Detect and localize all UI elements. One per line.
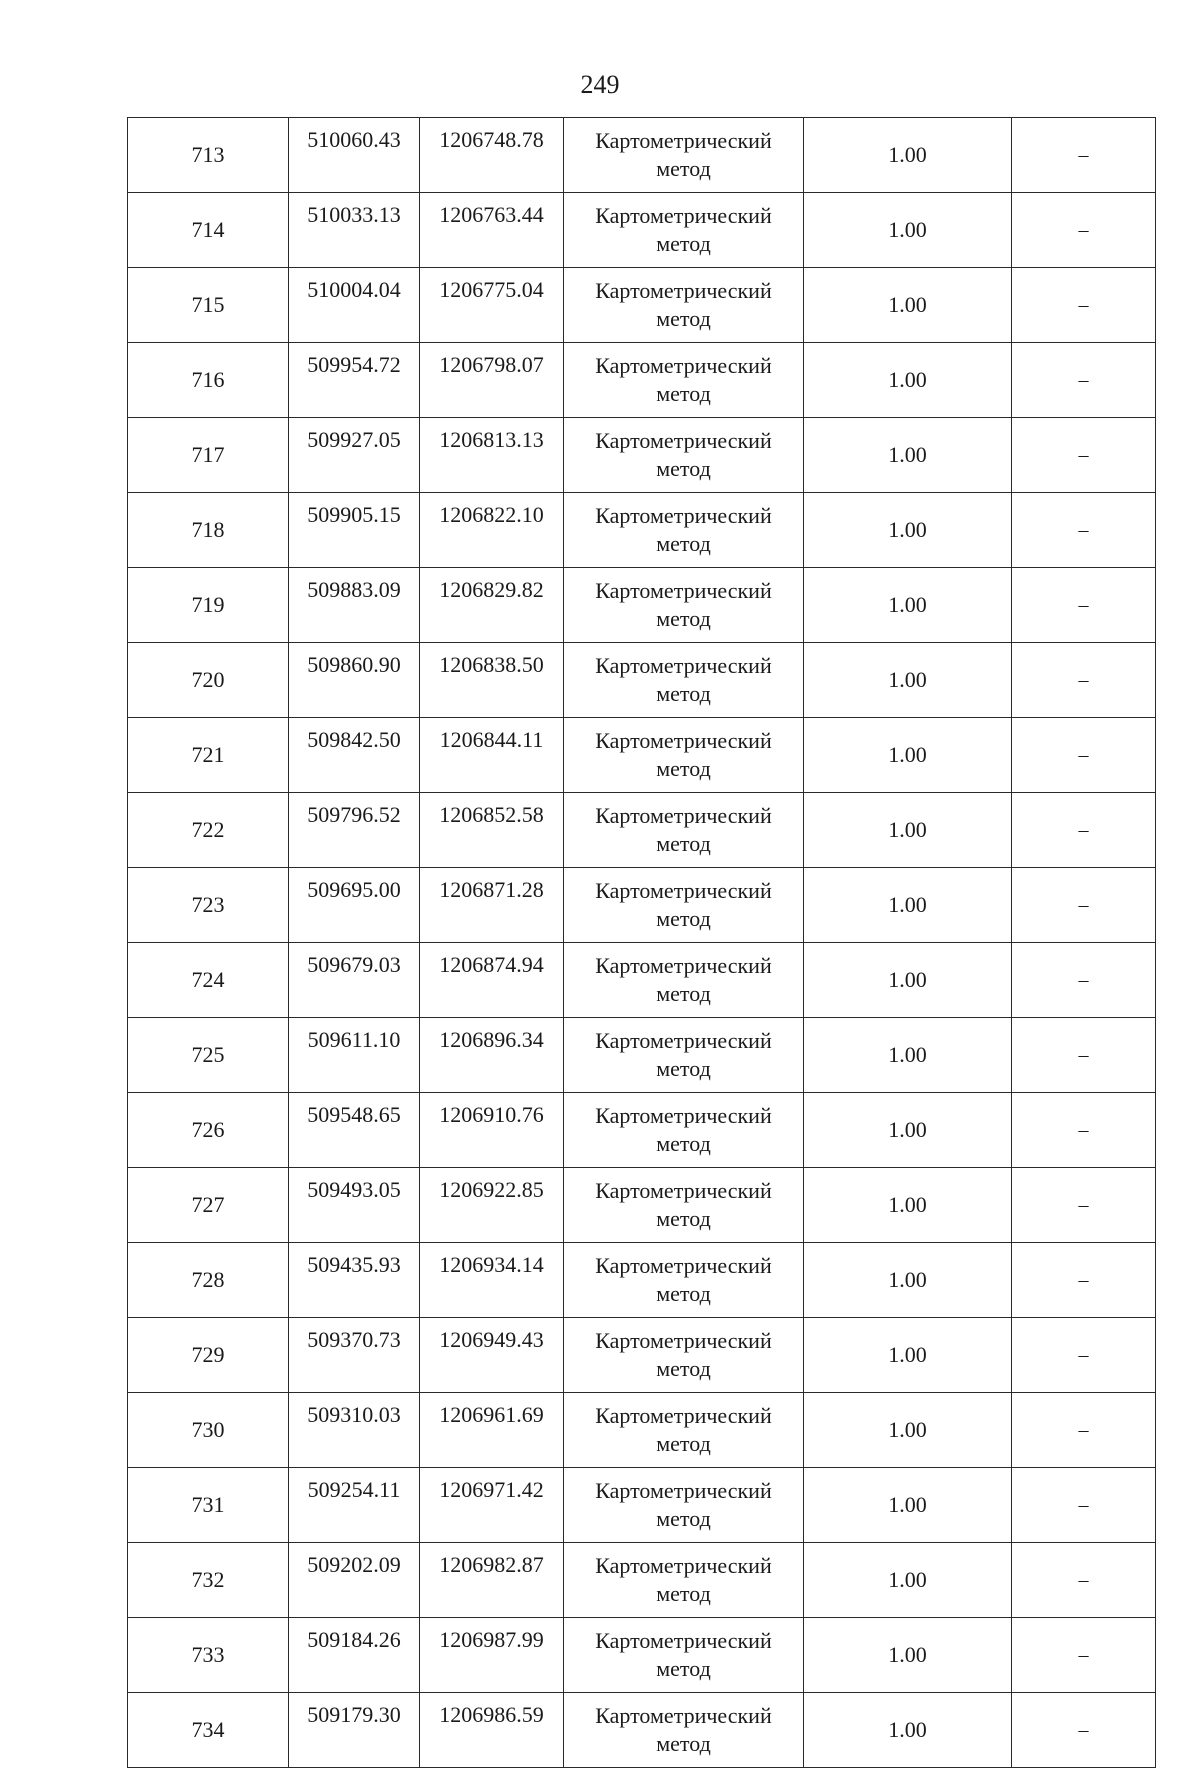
accuracy-cell: 1.00	[804, 1243, 1012, 1318]
x-coordinate-cell: 509679.03	[289, 943, 420, 1018]
method-cell	[564, 1093, 804, 1168]
note-cell: –	[1012, 1618, 1156, 1693]
method-line-1: Картометрический	[595, 653, 772, 678]
method-cell	[564, 1693, 804, 1768]
y-coordinate-cell: 1206982.87	[420, 1543, 564, 1618]
note-cell: –	[1012, 1543, 1156, 1618]
method-cell	[564, 568, 804, 643]
table-row	[128, 1018, 1156, 1093]
y-coordinate-cell: 1206896.34	[420, 1018, 564, 1093]
method-cell	[564, 943, 804, 1018]
y-coordinate-cell: 1206838.50	[420, 643, 564, 718]
x-coordinate-cell: 509370.73	[289, 1318, 420, 1393]
accuracy-cell: 1.00	[804, 643, 1012, 718]
x-coordinate-cell: 509435.93	[289, 1243, 420, 1318]
method-cell	[564, 1318, 804, 1393]
x-coordinate-cell: 510033.13	[289, 193, 420, 268]
point-number-cell: 718	[128, 493, 289, 568]
note-cell: –	[1012, 418, 1156, 493]
method-cell	[564, 793, 804, 868]
method-cell	[564, 1468, 804, 1543]
y-coordinate-cell: 1206961.69	[420, 1393, 564, 1468]
table-row	[128, 1693, 1156, 1768]
point-number-cell: 719	[128, 568, 289, 643]
x-coordinate-cell: 509184.26	[289, 1618, 420, 1693]
x-coordinate-cell: 510060.43	[289, 118, 420, 193]
method-line-2: метод	[656, 681, 711, 706]
method-cell	[564, 193, 804, 268]
note-cell: –	[1012, 943, 1156, 1018]
table-row	[128, 343, 1156, 418]
table-row	[128, 1543, 1156, 1618]
x-coordinate-cell: 509202.09	[289, 1543, 420, 1618]
accuracy-cell: 1.00	[804, 118, 1012, 193]
note-cell: –	[1012, 1243, 1156, 1318]
note-cell: –	[1012, 193, 1156, 268]
method-line-2: метод	[656, 456, 711, 481]
x-coordinate-cell: 509842.50	[289, 718, 420, 793]
method-line-1: Картометрический	[595, 1328, 772, 1353]
point-number-cell: 730	[128, 1393, 289, 1468]
method-line-1: Картометрический	[595, 278, 772, 303]
point-number-cell: 720	[128, 643, 289, 718]
table-row	[128, 568, 1156, 643]
table-row	[128, 193, 1156, 268]
y-coordinate-cell: 1206798.07	[420, 343, 564, 418]
point-number-cell: 716	[128, 343, 289, 418]
table-row	[128, 1393, 1156, 1468]
table-row	[128, 793, 1156, 868]
method-line-1: Картометрический	[595, 878, 772, 903]
method-line-1: Картометрический	[595, 428, 772, 453]
point-number-cell: 714	[128, 193, 289, 268]
note-cell: –	[1012, 568, 1156, 643]
table-row	[128, 643, 1156, 718]
y-coordinate-cell: 1206987.99	[420, 1618, 564, 1693]
method-line-2: метод	[656, 1506, 711, 1531]
note-cell: –	[1012, 268, 1156, 343]
method-line-1: Картометрический	[595, 503, 772, 528]
method-line-2: метод	[656, 606, 711, 631]
accuracy-cell: 1.00	[804, 868, 1012, 943]
point-number-cell: 724	[128, 943, 289, 1018]
note-cell: –	[1012, 1018, 1156, 1093]
note-cell: –	[1012, 793, 1156, 868]
point-number-cell: 729	[128, 1318, 289, 1393]
method-line-2: метод	[656, 831, 711, 856]
note-cell: –	[1012, 1093, 1156, 1168]
x-coordinate-cell: 509796.52	[289, 793, 420, 868]
method-line-1: Картометрический	[595, 1253, 772, 1278]
method-line-1: Картометрический	[595, 953, 772, 978]
note-cell: –	[1012, 118, 1156, 193]
table-row	[128, 943, 1156, 1018]
point-number-cell: 722	[128, 793, 289, 868]
accuracy-cell: 1.00	[804, 1468, 1012, 1543]
method-line-2: метод	[656, 1581, 711, 1606]
note-cell: –	[1012, 1318, 1156, 1393]
y-coordinate-cell: 1206949.43	[420, 1318, 564, 1393]
method-line-2: метод	[656, 1731, 711, 1756]
accuracy-cell: 1.00	[804, 1543, 1012, 1618]
y-coordinate-cell: 1206775.04	[420, 268, 564, 343]
method-cell	[564, 718, 804, 793]
method-line-1: Картометрический	[595, 1103, 772, 1128]
point-number-cell: 721	[128, 718, 289, 793]
point-number-cell: 728	[128, 1243, 289, 1318]
accuracy-cell: 1.00	[804, 793, 1012, 868]
method-line-1: Картометрический	[595, 1403, 772, 1428]
method-cell	[564, 868, 804, 943]
accuracy-cell: 1.00	[804, 718, 1012, 793]
point-number-cell: 732	[128, 1543, 289, 1618]
accuracy-cell: 1.00	[804, 1693, 1012, 1768]
y-coordinate-cell: 1206971.42	[420, 1468, 564, 1543]
point-number-cell: 731	[128, 1468, 289, 1543]
x-coordinate-cell: 509548.65	[289, 1093, 420, 1168]
method-cell	[564, 1018, 804, 1093]
table-body	[128, 118, 1156, 1768]
method-cell	[564, 1168, 804, 1243]
point-number-cell: 727	[128, 1168, 289, 1243]
y-coordinate-cell: 1206871.28	[420, 868, 564, 943]
note-cell: –	[1012, 1693, 1156, 1768]
method-line-1: Картометрический	[595, 353, 772, 378]
method-line-2: метод	[656, 156, 711, 181]
method-cell	[564, 1243, 804, 1318]
y-coordinate-cell: 1206748.78	[420, 118, 564, 193]
table-row	[128, 1243, 1156, 1318]
method-line-1: Картометрический	[595, 203, 772, 228]
x-coordinate-cell: 510004.04	[289, 268, 420, 343]
x-coordinate-cell: 509695.00	[289, 868, 420, 943]
point-number-cell: 734	[128, 1693, 289, 1768]
accuracy-cell: 1.00	[804, 1618, 1012, 1693]
method-cell	[564, 118, 804, 193]
method-line-2: метод	[656, 1356, 711, 1381]
y-coordinate-cell: 1206934.14	[420, 1243, 564, 1318]
method-line-1: Картометрический	[595, 803, 772, 828]
accuracy-cell: 1.00	[804, 1168, 1012, 1243]
method-line-2: метод	[656, 1206, 711, 1231]
table-row	[128, 118, 1156, 193]
method-line-2: метод	[656, 1656, 711, 1681]
note-cell: –	[1012, 1468, 1156, 1543]
x-coordinate-cell: 509611.10	[289, 1018, 420, 1093]
note-cell: –	[1012, 868, 1156, 943]
table-row	[128, 1168, 1156, 1243]
accuracy-cell: 1.00	[804, 418, 1012, 493]
note-cell: –	[1012, 1168, 1156, 1243]
method-line-1: Картометрический	[595, 1703, 772, 1728]
accuracy-cell: 1.00	[804, 943, 1012, 1018]
accuracy-cell: 1.00	[804, 193, 1012, 268]
y-coordinate-cell: 1206763.44	[420, 193, 564, 268]
y-coordinate-cell: 1206986.59	[420, 1693, 564, 1768]
note-cell: –	[1012, 718, 1156, 793]
accuracy-cell: 1.00	[804, 268, 1012, 343]
x-coordinate-cell: 509179.30	[289, 1693, 420, 1768]
method-cell	[564, 268, 804, 343]
x-coordinate-cell: 509883.09	[289, 568, 420, 643]
method-line-2: метод	[656, 1281, 711, 1306]
coordinates-table	[127, 117, 1156, 1768]
table-row	[128, 718, 1156, 793]
x-coordinate-cell: 509927.05	[289, 418, 420, 493]
y-coordinate-cell: 1206852.58	[420, 793, 564, 868]
y-coordinate-cell: 1206874.94	[420, 943, 564, 1018]
note-cell: –	[1012, 1393, 1156, 1468]
method-line-1: Картометрический	[595, 728, 772, 753]
method-line-2: метод	[656, 1131, 711, 1156]
method-line-2: метод	[656, 306, 711, 331]
method-line-1: Картометрический	[595, 1628, 772, 1653]
accuracy-cell: 1.00	[804, 1018, 1012, 1093]
method-line-2: метод	[656, 231, 711, 256]
method-line-2: метод	[656, 1056, 711, 1081]
method-line-2: метод	[656, 906, 711, 931]
note-cell: –	[1012, 493, 1156, 568]
method-line-1: Картометрический	[595, 128, 772, 153]
table-row	[128, 1318, 1156, 1393]
table-row	[128, 493, 1156, 568]
note-cell: –	[1012, 343, 1156, 418]
y-coordinate-cell: 1206844.11	[420, 718, 564, 793]
method-cell	[564, 418, 804, 493]
point-number-cell: 713	[128, 118, 289, 193]
point-number-cell: 715	[128, 268, 289, 343]
table-row	[128, 418, 1156, 493]
accuracy-cell: 1.00	[804, 1318, 1012, 1393]
table-row	[128, 868, 1156, 943]
point-number-cell: 733	[128, 1618, 289, 1693]
method-line-2: метод	[656, 531, 711, 556]
x-coordinate-cell: 509954.72	[289, 343, 420, 418]
method-cell	[564, 1393, 804, 1468]
table-row	[128, 268, 1156, 343]
y-coordinate-cell: 1206829.82	[420, 568, 564, 643]
y-coordinate-cell: 1206813.13	[420, 418, 564, 493]
accuracy-cell: 1.00	[804, 343, 1012, 418]
method-cell	[564, 1543, 804, 1618]
method-cell	[564, 1618, 804, 1693]
method-cell	[564, 493, 804, 568]
y-coordinate-cell: 1206922.85	[420, 1168, 564, 1243]
method-cell	[564, 343, 804, 418]
method-line-1: Картометрический	[595, 578, 772, 603]
accuracy-cell: 1.00	[804, 1393, 1012, 1468]
method-line-2: метод	[656, 381, 711, 406]
table-row	[128, 1093, 1156, 1168]
method-line-1: Картометрический	[595, 1553, 772, 1578]
method-line-1: Картометрический	[595, 1478, 772, 1503]
x-coordinate-cell: 509860.90	[289, 643, 420, 718]
method-line-2: метод	[656, 1431, 711, 1456]
x-coordinate-cell: 509493.05	[289, 1168, 420, 1243]
point-number-cell: 717	[128, 418, 289, 493]
accuracy-cell: 1.00	[804, 1093, 1012, 1168]
accuracy-cell: 1.00	[804, 568, 1012, 643]
method-line-1: Картометрический	[595, 1028, 772, 1053]
table-row	[128, 1618, 1156, 1693]
x-coordinate-cell: 509905.15	[289, 493, 420, 568]
point-number-cell: 726	[128, 1093, 289, 1168]
x-coordinate-cell: 509310.03	[289, 1393, 420, 1468]
x-coordinate-cell: 509254.11	[289, 1468, 420, 1543]
table-row	[128, 1468, 1156, 1543]
note-cell: –	[1012, 643, 1156, 718]
method-cell	[564, 643, 804, 718]
method-line-2: метод	[656, 981, 711, 1006]
y-coordinate-cell: 1206822.10	[420, 493, 564, 568]
method-line-2: метод	[656, 756, 711, 781]
point-number-cell: 725	[128, 1018, 289, 1093]
y-coordinate-cell: 1206910.76	[420, 1093, 564, 1168]
page-number: 249	[580, 70, 620, 99]
accuracy-cell: 1.00	[804, 493, 1012, 568]
method-line-1: Картометрический	[595, 1178, 772, 1203]
point-number-cell: 723	[128, 868, 289, 943]
